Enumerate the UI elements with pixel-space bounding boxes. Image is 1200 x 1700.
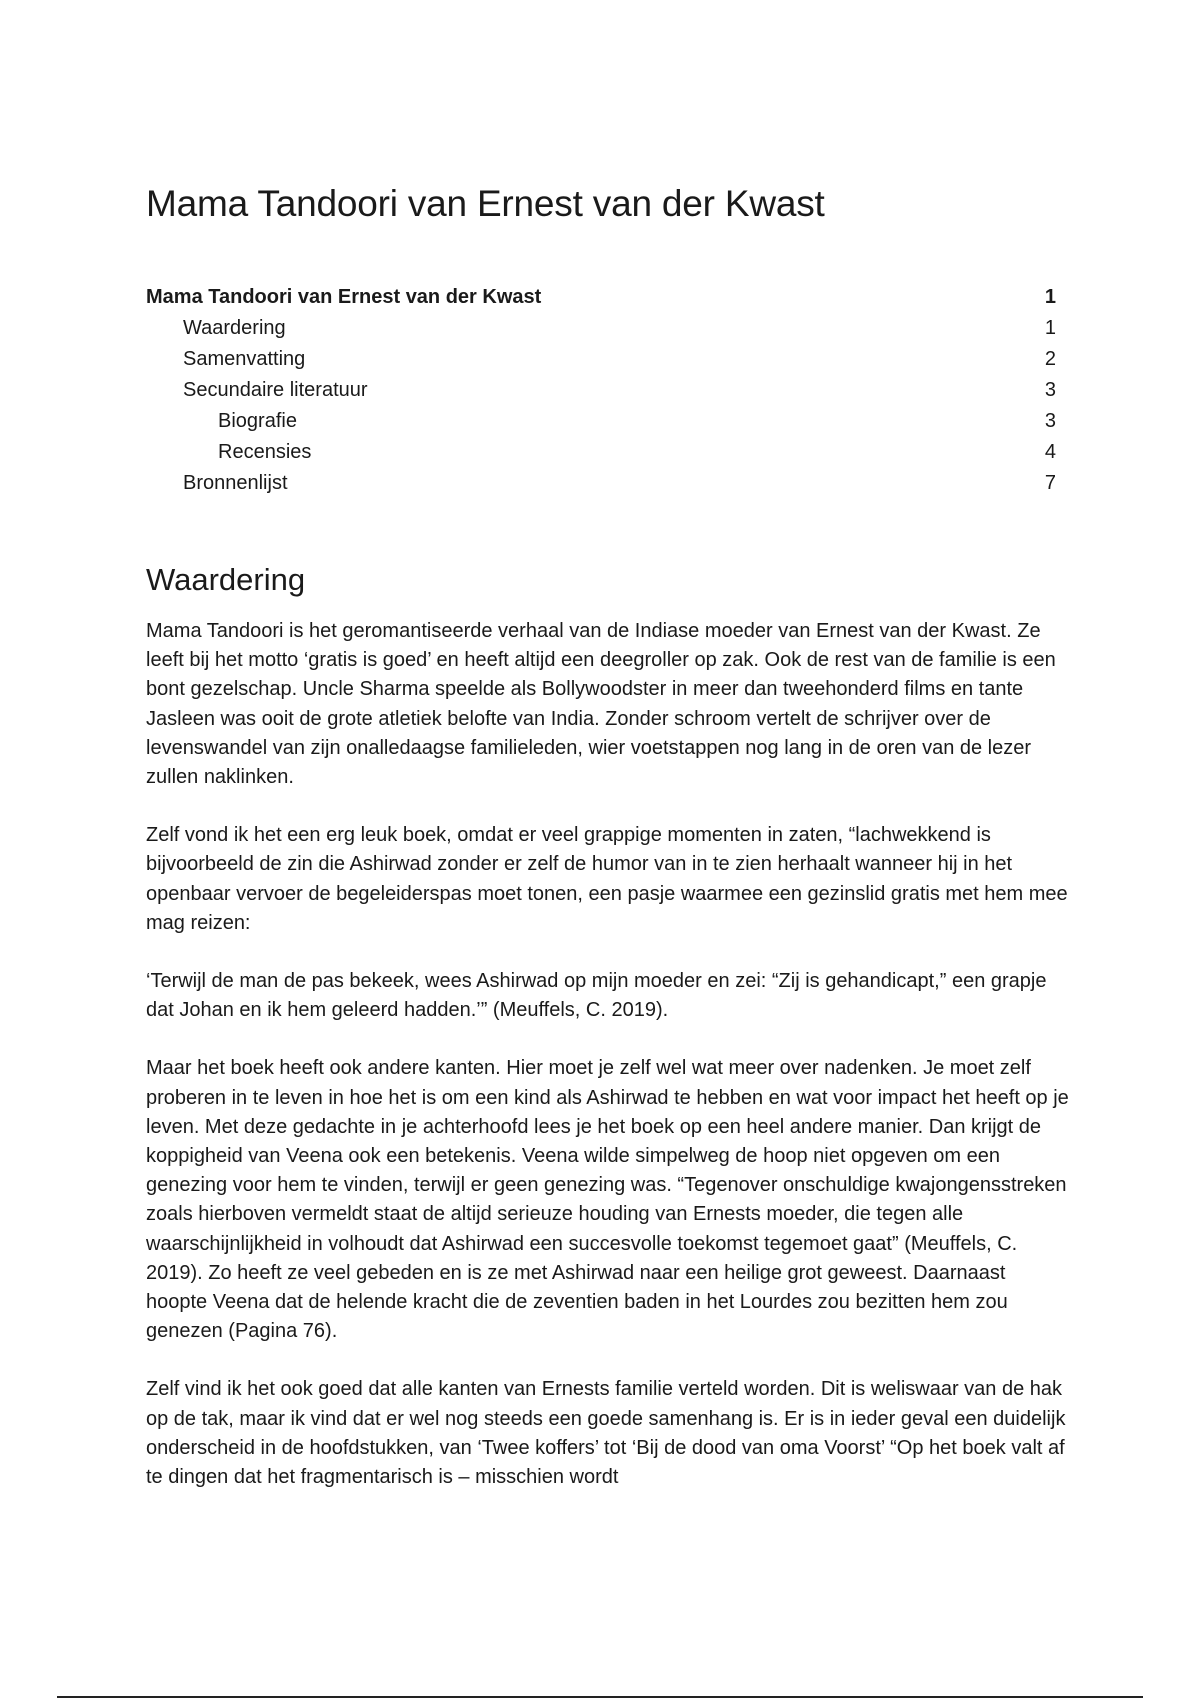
toc-entry-page-number: 1 [1044, 317, 1056, 339]
body-paragraph: Mama Tandoori is het geromantiseerde verhaal van de Indiase moeder van Ernest van der Kwast. Ze leeft bij het motto ‘gratis is goed’ en heeft altijd een deegroller op zak. Ook de rest van de familie is een bont gezelschap. Uncle Sharma speelde als Bollywoodster in meer dan tweehonderd films en tante Jasleen was ooit de grote atletiek belofte van India. Zonder schroom vertelt de schrijver over de levenswandel van zijn onalledaagse familieleden, wier voetstappen nog lang in de oren van de lezer zullen naklinken. [146, 620, 1056, 789]
toc-entry-label: Mama Tandoori van Ernest van der Kwast [146, 286, 542, 308]
toc-entry-label: Bronnenlijst [183, 472, 288, 494]
toc-entry-label: Samenvatting [183, 348, 306, 370]
section-heading: Waardering [146, 562, 306, 597]
table-of-contents [146, 282, 1056, 499]
toc-entry-page-number: 7 [1044, 472, 1056, 494]
toc-entry-bronnenlijst[interactable] [146, 468, 1056, 499]
document-title: Mama Tandoori van Ernest van der Kwast [146, 183, 825, 224]
toc-entry-recensies[interactable] [146, 437, 1056, 468]
toc-entry-label: Waardering [183, 317, 286, 339]
toc-entry-main[interactable] [146, 282, 1056, 313]
body-paragraph: ‘Terwijl de man de pas bekeek, wees Ashirwad op mijn moeder en zei: “Zij is gehandicapt,” een grapje dat Johan en ik hem geleerd hadden.’” (Meuffels, C. 2019). [146, 970, 1047, 1022]
toc-entry-samenvatting[interactable] [146, 344, 1056, 375]
toc-entry-label: Secundaire literatuur [183, 379, 368, 401]
toc-entry-page-number: 3 [1044, 410, 1056, 432]
page-bottom-divider [57, 1696, 1143, 1698]
body-paragraph: Maar het boek heeft ook andere kanten. Hier moet je zelf wel wat meer over nadenken. Je moet zelf proberen in te leven in hoe het is om een kind als Ashirwad te hebben en wat voor impact het heeft op je leven. Met deze gedachte in je achterhoofd lees je het boek op een heel andere manier. Dan krijgt de koppigheid van Veena ook een betekenis. Veena wilde simpelweg de hoop niet opgeven om een genezing voor hem te vinden, terwijl er geen genezing was. “Tegenover onschuldige kwajongensstreken zoals hierboven vermeldt staat de altijd serieuze houding van Ernests moeder, die tegen alle waarschijnlijkheid in volhoudt dat Ashirwad een succesvolle toekomst tegemoet gaat” (Meuffels, C. 2019). Zo heeft ze veel gebeden en is ze met Ashirwad naar een heilige grot geweest. Daarnaast hoopte Veena dat de helende kracht die de zeventien baden in het Lourdes zou bezitten hem zou genezen (Pagina 76). [146, 1057, 1069, 1343]
toc-entry-page-number: 1 [1044, 286, 1056, 308]
toc-entry-secundaire-literatuur[interactable] [146, 375, 1056, 406]
toc-entry-waardering[interactable] [146, 313, 1056, 344]
toc-entry-biografie[interactable] [146, 406, 1056, 437]
body-paragraph: Zelf vind ik het ook goed dat alle kanten van Ernests familie verteld worden. Dit is weliswaar van de hak op de tak, maar ik vind dat er wel nog steeds een goede samenhang is. Er is in ieder geval een duidelijk onderscheid in de hoofdstukken, van ‘Twee koffers’ tot ‘Bij de dood van oma Voorst’ “Op het boek valt af te dingen dat het fragmentarisch is – misschien wordt [146, 1378, 1066, 1489]
toc-entry-label: Biografie [218, 410, 297, 432]
body-paragraph: Zelf vond ik het een erg leuk boek, omdat er veel grappige momenten in zaten, “lachwekkend is bijvoorbeeld de zin die Ashirwad zonder er zelf de humor van in te zien herhaalt wanneer hij in het openbaar vervoer de begeleiderspas moet tonen, een pasje waarmee een gezinslid gratis met hem mee mag reizen: [146, 824, 1068, 934]
toc-entry-label: Recensies [218, 441, 312, 463]
toc-entry-page-number: 3 [1044, 379, 1056, 401]
toc-entry-page-number: 2 [1044, 348, 1056, 370]
section-body [146, 617, 1071, 1521]
toc-entry-page-number: 4 [1044, 441, 1056, 463]
